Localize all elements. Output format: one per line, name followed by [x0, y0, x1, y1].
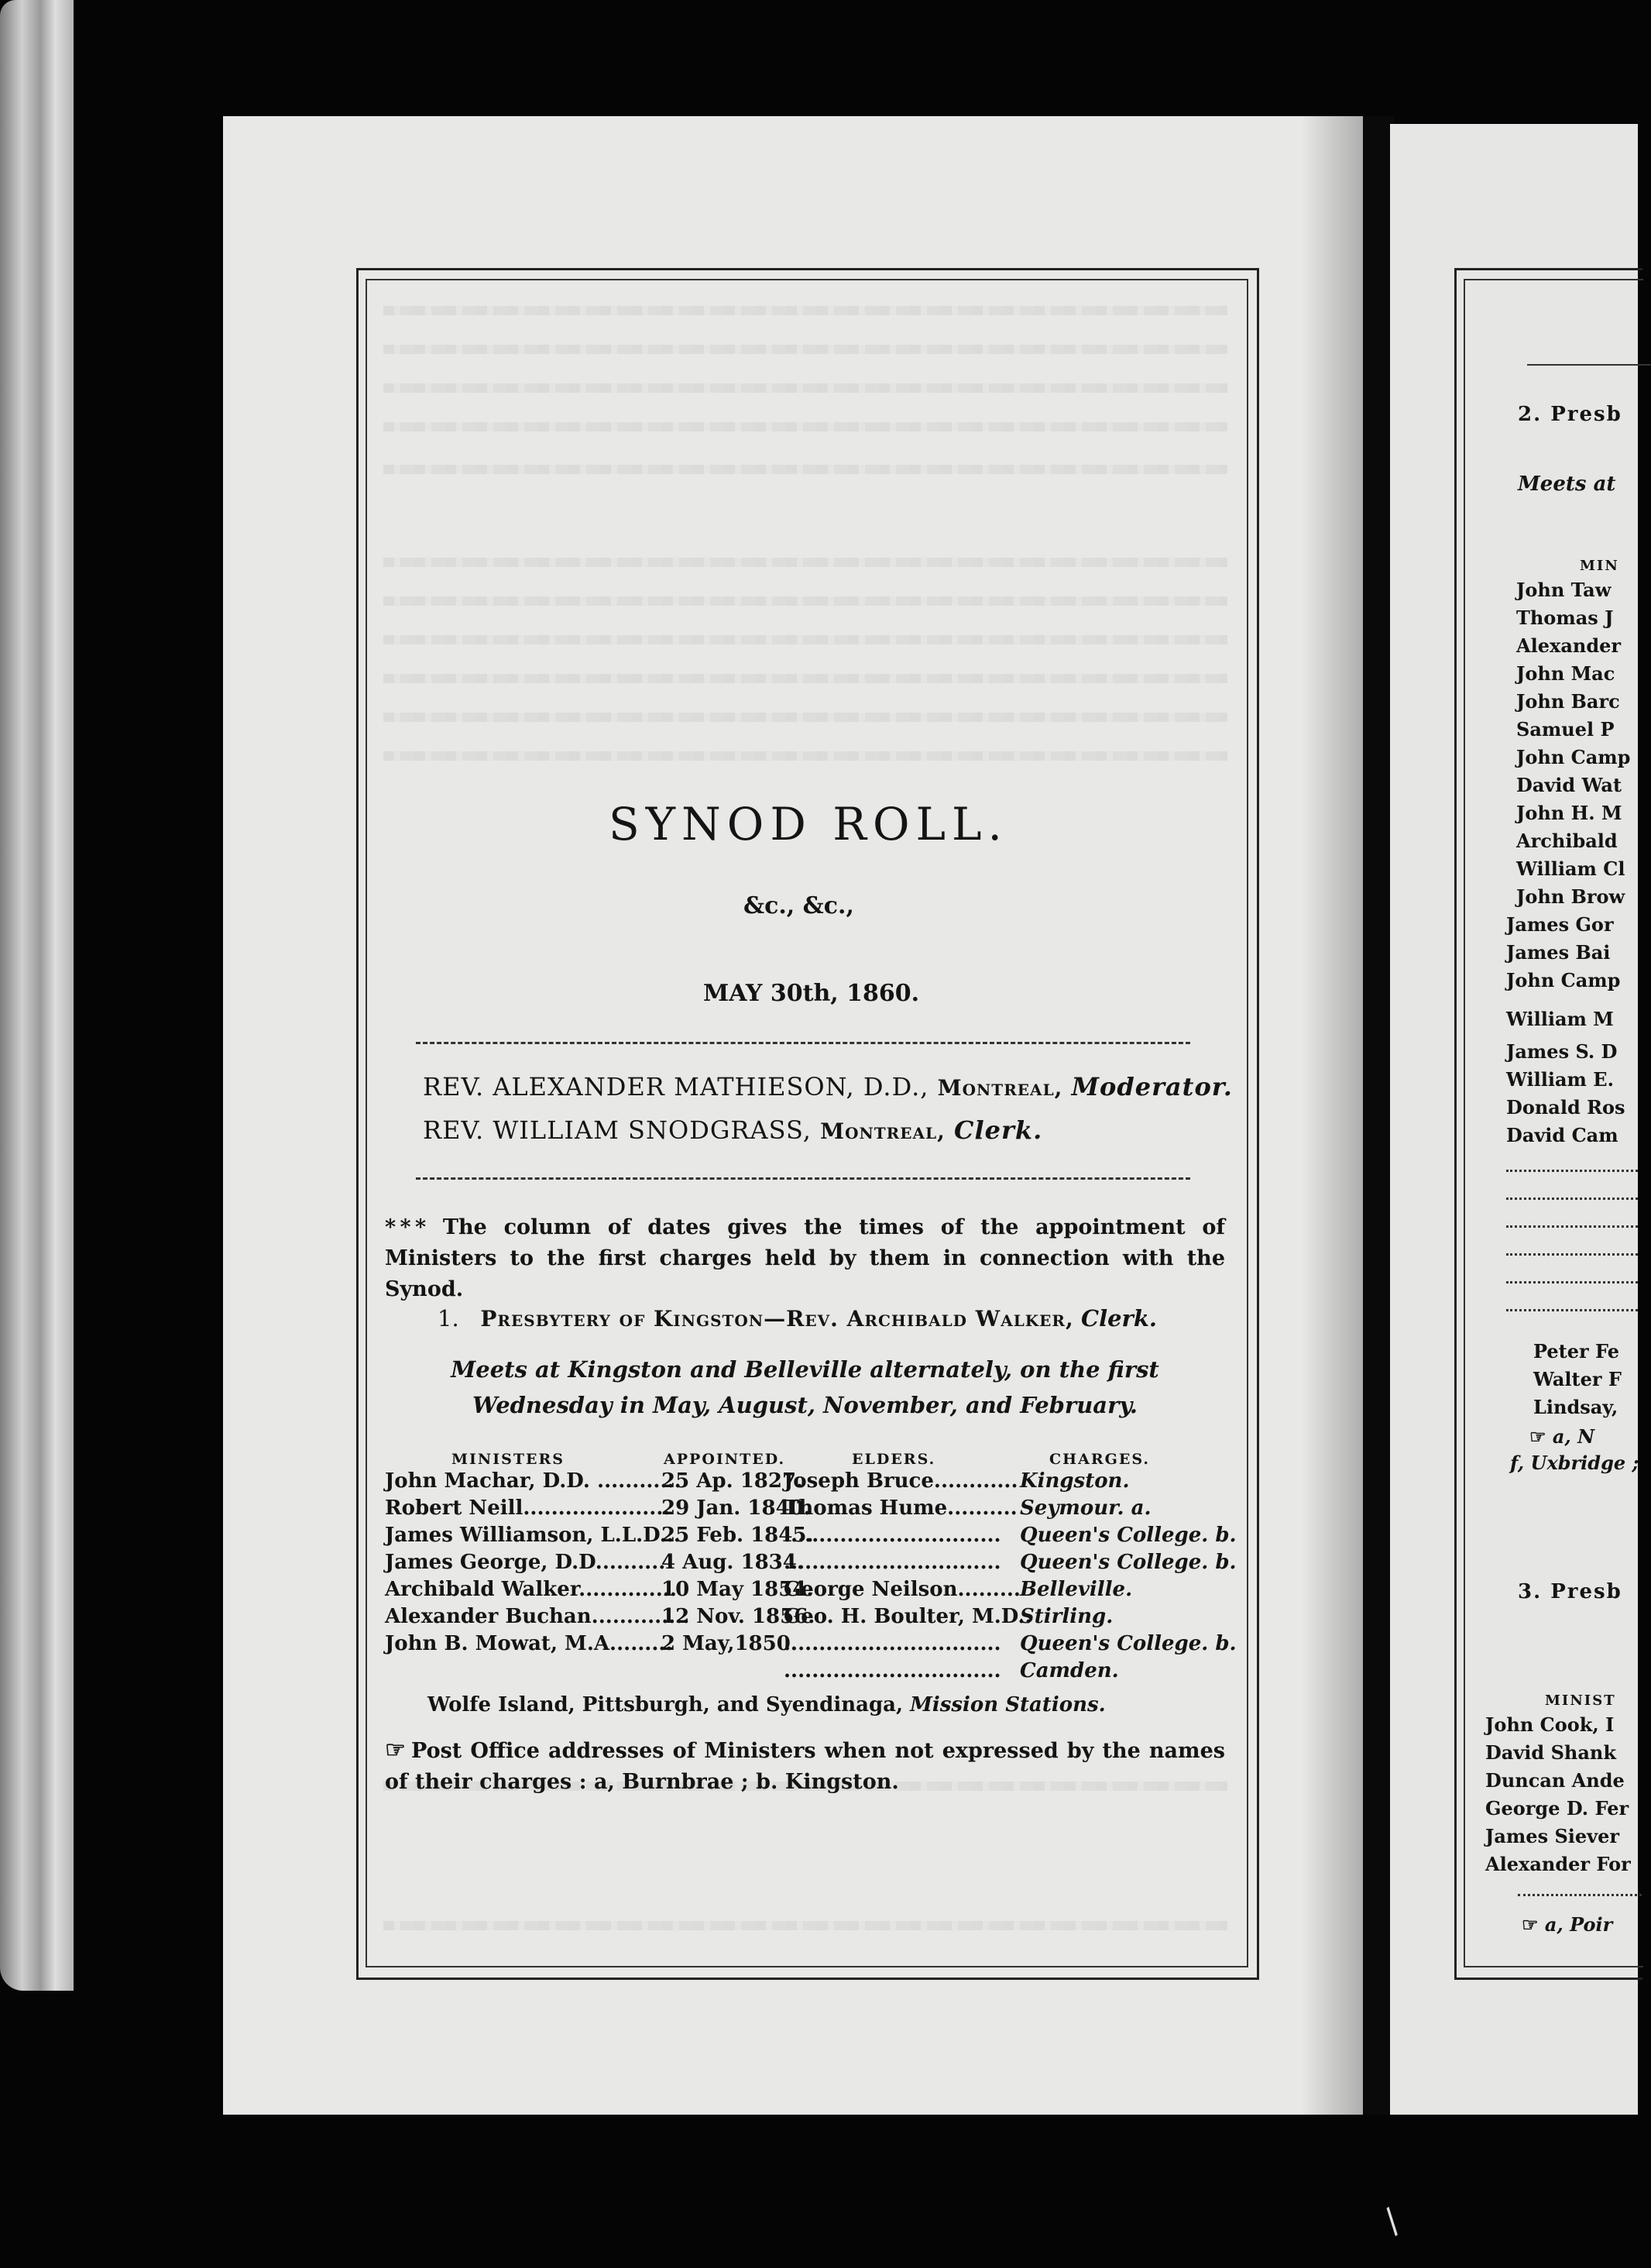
- mission-stations-line: [427, 1693, 1106, 1716]
- facing-minister-name: Alexander: [1516, 634, 1622, 657]
- column-header-charges: CHARGES.: [1049, 1451, 1150, 1468]
- facing-column-header-3: MINIST: [1545, 1692, 1616, 1709]
- charge-cell: Queen's College. b.: [1020, 1524, 1237, 1547]
- charge-cell: Queen's College. b.: [1020, 1551, 1237, 1574]
- document-title: SYNOD ROLL.: [609, 798, 1008, 850]
- facing-footnote-f: f, Uxbridge ;: [1510, 1452, 1639, 1474]
- facing-minister-name: William E.: [1506, 1068, 1614, 1091]
- appointed-cell: 25 Ap. 1827.: [661, 1469, 804, 1493]
- bleed-through: [383, 751, 1227, 761]
- elder-cell: Joseph Bruce............: [784, 1469, 1018, 1493]
- appointed-cell: 10 May 1854.: [661, 1578, 814, 1601]
- facing-minister-name: David Cam: [1506, 1124, 1618, 1146]
- facing-minister-name: Archibald: [1516, 830, 1618, 852]
- moderator-role: Moderator.: [1071, 1072, 1233, 1101]
- facing-minister-name: John Barc: [1516, 690, 1620, 713]
- moderator-name: REV. ALEXANDER MATHIESON, D.D.,: [423, 1072, 929, 1101]
- bleed-through: [383, 1921, 1227, 1930]
- presbytery-clerk-role: Clerk.: [1081, 1305, 1158, 1332]
- column-header-elders: ELDERS.: [852, 1451, 936, 1468]
- charge-cell: Seymour. a.: [1020, 1497, 1152, 1520]
- minister-cell: Alexander Buchan..............: [385, 1605, 690, 1628]
- pointing-hand-icon: ☞: [385, 1737, 406, 1764]
- bleed-through: [383, 345, 1227, 354]
- facing-minister-name: James Siever: [1485, 1825, 1620, 1847]
- elder-cell: Geo. H. Boulter, M.D..: [784, 1605, 1032, 1628]
- clerk-place: Montreal,: [820, 1119, 946, 1144]
- page-curl-shadow: [1301, 116, 1371, 2115]
- facing-minister-name: John Taw: [1516, 579, 1612, 601]
- facing-minister-name: John Mac: [1516, 662, 1615, 685]
- minister-cell: Robert Neill.....................: [385, 1497, 671, 1520]
- presbytery-name: Presbytery of Kingston—Rev. Archibald Walker,: [480, 1306, 1074, 1332]
- facing-minister-name: Alexander For: [1485, 1853, 1631, 1875]
- bleed-through: [383, 306, 1227, 315]
- bleed-through: [383, 674, 1227, 683]
- post-office-text: Post Office addresses of Ministers when not expressed by the names of their charges : a, Burnbrae ; b. Kingston.: [385, 1739, 1225, 1794]
- appointed-cell: 2 May,1850.: [661, 1632, 798, 1655]
- column-header-ministers: MINISTERS: [451, 1451, 565, 1468]
- facing-minister-name: David Wat: [1516, 774, 1622, 796]
- bleed-through: [383, 383, 1227, 393]
- minister-cell: John Machar, D.D. ............: [385, 1469, 681, 1493]
- book-page-edges: [0, 0, 74, 1991]
- appointed-cell: 29 Jan. 1840.: [661, 1497, 811, 1520]
- facing-minister-name: James Bai: [1506, 941, 1611, 964]
- charge-cell: Queen's College. b.: [1020, 1632, 1237, 1655]
- facing-column-header: MIN: [1580, 558, 1619, 574]
- facing-minister-name: John Camp: [1506, 969, 1621, 991]
- charge-cell: Stirling.: [1020, 1605, 1114, 1628]
- facing-minister-name: Duncan Ande: [1485, 1769, 1625, 1792]
- facing-footnote: [1529, 1425, 1594, 1448]
- column-header-appointed: APPOINTED.: [664, 1451, 786, 1468]
- clerk-name: REV. WILLIAM SNODGRASS,: [423, 1115, 812, 1145]
- pointing-hand-icon: ☞: [1529, 1425, 1553, 1448]
- facing-dotted-line: [1506, 1225, 1638, 1228]
- facing-dotted-line: [1506, 1253, 1638, 1256]
- facing-dotted-line: [1506, 1281, 1638, 1283]
- facing-minister-name: Donald Ros: [1506, 1096, 1625, 1119]
- facing-dotted-line: [1506, 1170, 1638, 1172]
- facing-footnote-a: a, N: [1552, 1425, 1595, 1448]
- charge-cell: Belleville.: [1020, 1578, 1133, 1601]
- post-office-note: [385, 1735, 1225, 1798]
- dashed-divider: [416, 1042, 1190, 1044]
- minister-cell: James Williamson, L.L.D...: [385, 1524, 681, 1547]
- moderator-place: Montreal,: [937, 1075, 1063, 1101]
- bleed-through: [383, 465, 1227, 474]
- dates-note: * * * The column of dates gives the times of the appointment of Ministers to the first charges held by them in connection with the Synod.: [385, 1215, 1225, 1301]
- elder-cell: George Neilson.........: [784, 1578, 1021, 1601]
- meeting-schedule: Meets at Kingston and Belleville alternately, on the first Wednesday in May, August, November, and February.: [451, 1356, 1159, 1418]
- clerk-line: [423, 1115, 1042, 1145]
- facing-minister-name: James S. D: [1506, 1040, 1618, 1063]
- facing-minister-name: John Camp: [1516, 746, 1631, 768]
- date-line: MAY 30th, 1860.: [703, 980, 920, 1007]
- facing-minister-name: William M: [1506, 1008, 1614, 1030]
- facing-dotted-line: [1506, 1309, 1638, 1311]
- bleed-through: [383, 422, 1227, 431]
- elder-cell: ...............................: [784, 1659, 1001, 1682]
- appointed-cell: 25 Feb. 1845.: [661, 1524, 814, 1547]
- facing-minister-name: George D. Fer: [1485, 1797, 1629, 1820]
- facing-elder: Peter Fe: [1533, 1340, 1620, 1363]
- pointing-hand-icon: ☞: [1522, 1913, 1545, 1936]
- mission-places: Wolfe Island, Pittsburgh, and Syendinaga,: [427, 1693, 904, 1716]
- facing-minister-name: John Brow: [1516, 885, 1625, 908]
- facing-minister-name: Thomas J: [1516, 607, 1614, 629]
- facing-minister-name: Samuel P: [1516, 718, 1615, 741]
- appointed-cell: 4 Aug. 1834.: [661, 1551, 804, 1574]
- facing-rule: [1527, 364, 1651, 366]
- facing-minister-name: David Shank: [1485, 1741, 1616, 1764]
- charge-cell: Kingston.: [1020, 1469, 1130, 1493]
- facing-meets-line: Meets at: [1518, 472, 1616, 496]
- bleed-through: [383, 635, 1227, 644]
- minister-cell: James George, D.D..........: [385, 1551, 666, 1574]
- dashed-divider: [416, 1177, 1190, 1180]
- facing-footnote-3-text: a, Poir: [1544, 1913, 1613, 1936]
- charge-cell: Camden.: [1020, 1659, 1119, 1682]
- minister-cell: Archibald Walker..............: [385, 1578, 677, 1601]
- facing-presbytery-heading: 2. Presb: [1518, 403, 1622, 426]
- book-gutter: [1363, 116, 1394, 2115]
- bleed-through: [383, 558, 1227, 567]
- mission-label: Mission Stations.: [910, 1693, 1106, 1716]
- facing-footnote-3: [1522, 1913, 1612, 1936]
- minister-cell: John B. Mowat, M.A.........: [385, 1632, 673, 1655]
- etc-line: &c., &c.,: [743, 892, 854, 919]
- elder-cell: ...............................: [784, 1524, 1001, 1547]
- bleed-through: [383, 596, 1227, 606]
- appointed-cell: 12 Nov. 1856.: [661, 1605, 815, 1628]
- elder-cell: Thomas Hume..........: [784, 1497, 1018, 1520]
- facing-minister-name: William Cl: [1516, 857, 1625, 880]
- facing-minister-name: John Cook, I: [1485, 1713, 1615, 1736]
- scan-corner-mark: /: [1375, 2201, 1409, 2241]
- elder-cell: ...............................: [784, 1632, 1001, 1655]
- presbytery-number: 1.: [438, 1305, 459, 1332]
- presbytery-heading: [438, 1305, 1157, 1332]
- facing-dotted-rule: [1518, 1894, 1642, 1896]
- facing-elder: Lindsay,: [1533, 1396, 1618, 1418]
- moderator-line: [423, 1072, 1233, 1101]
- facing-presbytery-3-heading: 3. Presb: [1518, 1580, 1622, 1603]
- facing-elder: Walter F: [1533, 1368, 1622, 1390]
- facing-dotted-line: [1506, 1198, 1638, 1200]
- facing-minister-name: James Gor: [1506, 913, 1614, 936]
- facing-minister-name: John H. M: [1516, 802, 1622, 824]
- bleed-through: [383, 713, 1227, 722]
- clerk-role: Clerk.: [954, 1115, 1043, 1145]
- elder-cell: ...............................: [784, 1551, 1001, 1574]
